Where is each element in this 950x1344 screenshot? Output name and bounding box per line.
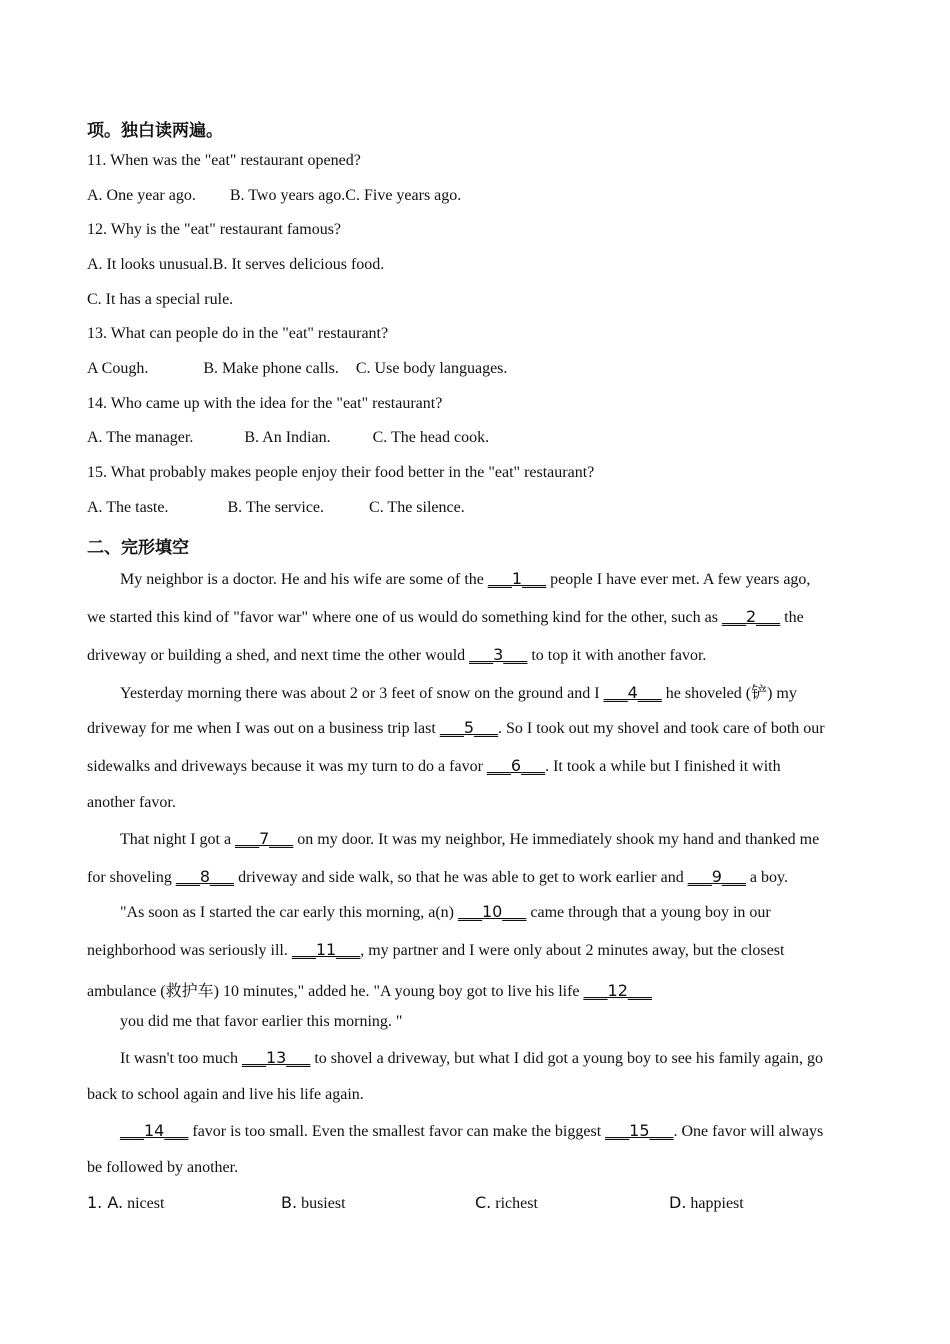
blank-6: ___6___ bbox=[486, 756, 546, 775]
passage-line: driveway for me when I was out on a business trip last ___5___. So I took out my shovel and took care of both our bbox=[87, 718, 825, 737]
option-13-c: C. Use body languages. bbox=[355, 360, 508, 377]
passage-line: ambulance (救护车) 10 minutes," added he. "A young boy got to live his life ___12___ bbox=[87, 981, 652, 1000]
option-14-c: C. The head cook. bbox=[372, 429, 490, 446]
blank-8: ___8___ bbox=[175, 867, 235, 886]
passage-line: sidewalks and driveways because it was my turn to do a favor ___6___. It took a while but I finished it with bbox=[87, 756, 781, 775]
options-14 bbox=[87, 429, 489, 447]
option-11-b: B. Two years ago. bbox=[229, 187, 346, 204]
passage-line: My neighbor is a doctor. He and his wife are some of the ___1___ people I have ever met. A few years ago, bbox=[120, 569, 811, 588]
blank-12: ___12___ bbox=[583, 981, 652, 1000]
options-11 bbox=[87, 187, 461, 205]
options-15 bbox=[87, 499, 465, 517]
option-14-b: B. An Indian. bbox=[244, 429, 331, 446]
blank-1: ___1___ bbox=[487, 569, 547, 588]
option-13-b: B. Make phone calls. bbox=[203, 360, 339, 377]
option-12-c: C. It has a special rule. bbox=[87, 291, 234, 308]
blank-4: ___4___ bbox=[603, 683, 662, 702]
blank-13: ___13___ bbox=[241, 1048, 311, 1067]
blank-7: ___7___ bbox=[235, 829, 294, 848]
passage-line: we started this kind of "favor war" where one of us would do something kind for the other, such as ___2___ the bbox=[87, 607, 804, 626]
passage-line: "As soon as I started the car early this morning, a(n) ___10___ came through that a young boy in our bbox=[120, 902, 771, 921]
passage-line: ___14___ favor is too small. Even the smallest favor can make the biggest ___15___. One favor will always bbox=[120, 1121, 824, 1140]
blank-2: ___2___ bbox=[721, 607, 781, 626]
passage-line: you did me that favor earlier this morning. " bbox=[120, 1013, 403, 1030]
blank-9: ___9___ bbox=[687, 867, 746, 886]
blank-11: ___11___ bbox=[291, 940, 361, 959]
passage-line: That night I got a ___7___ on my door. It was my neighbor, He immediately shook my hand and thanked me bbox=[120, 829, 820, 848]
option-11-a: A. One year ago. bbox=[87, 187, 196, 204]
option-12-a: A. It looks unusual. bbox=[87, 256, 213, 273]
option-14-a: A. The manager. bbox=[87, 429, 194, 446]
question-14: 14. Who came up with the idea for the "eat" restaurant? bbox=[87, 395, 443, 412]
cloze-option-1c: C. richest bbox=[475, 1193, 538, 1212]
passage-line: be followed by another. bbox=[87, 1159, 239, 1176]
passage-line: for shoveling ___8___ driveway and side walk, so that he was able to get to work earlier and ___9___ a boy. bbox=[87, 867, 788, 886]
question-15: 15. What probably makes people enjoy their food better in the "eat" restaurant? bbox=[87, 464, 595, 481]
cloze-option-1d: D. happiest bbox=[669, 1193, 744, 1212]
option-15-c: C. The silence. bbox=[369, 499, 465, 516]
passage-line: another favor. bbox=[87, 794, 176, 811]
passage-line: driveway or building a shed, and next time the other would ___3___ to top it with another favor. bbox=[87, 645, 707, 664]
question-12: 12. Why is the "eat" restaurant famous? bbox=[87, 221, 342, 238]
section-heading-listening: 项。独白读两遍。 bbox=[87, 121, 223, 141]
option-13-a: A Cough. bbox=[87, 360, 149, 377]
question-number: 1. bbox=[87, 1193, 108, 1212]
passage-line: Yesterday morning there was about 2 or 3 feet of snow on the ground and I ___4___ he shoveled (铲) my bbox=[120, 683, 797, 702]
blank-15: ___15___ bbox=[605, 1121, 674, 1140]
option-11-c: C. Five years ago. bbox=[345, 187, 462, 204]
blank-10: ___10___ bbox=[458, 902, 527, 921]
cloze-option-1a: 1. A. nicest bbox=[87, 1193, 165, 1212]
option-12-b: B. It serves delicious food. bbox=[212, 256, 385, 273]
section-heading-cloze: 二、完形填空 bbox=[87, 538, 189, 558]
passage-line: It wasn't too much ___13___ to shovel a driveway, but what I did got a young boy to see his family again, go bbox=[120, 1048, 823, 1067]
options-12 bbox=[87, 256, 384, 274]
question-11: 11. When was the "eat" restaurant opened? bbox=[87, 152, 361, 169]
cloze-option-1b: B. busiest bbox=[281, 1193, 346, 1212]
options-13 bbox=[87, 360, 507, 378]
option-15-a: A. The taste. bbox=[87, 499, 169, 516]
passage-line: neighborhood was seriously ill. ___11___, my partner and I were only about 2 minutes away, but the closest bbox=[87, 940, 785, 959]
blank-3: ___3___ bbox=[469, 645, 528, 664]
passage-line: back to school again and live his life again. bbox=[87, 1086, 364, 1103]
blank-14: ___14___ bbox=[120, 1121, 189, 1140]
blank-5: ___5___ bbox=[439, 718, 498, 737]
option-15-b: B. The service. bbox=[227, 499, 325, 516]
question-13: 13. What can people do in the "eat" restaurant? bbox=[87, 325, 389, 342]
